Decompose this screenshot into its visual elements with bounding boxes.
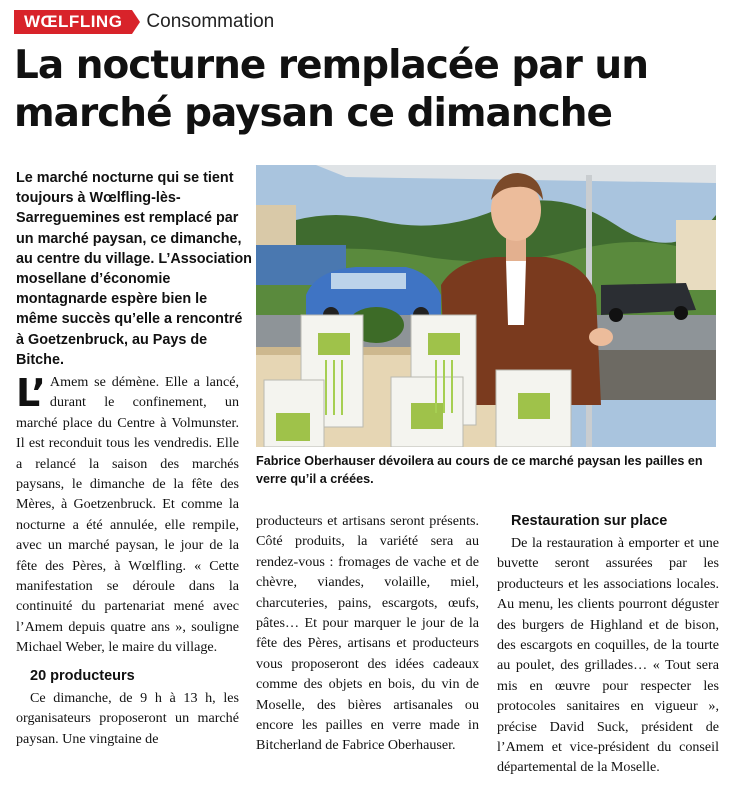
paragraph-1-text: Amem se démène. Elle a lancé, durant le confinement, un marché place du Centre à Volmunster. Il est reconduit tous les vendredis. Elle a relancé la saison des marchés paysans, le dimanche de la fête des Mères, à Goetzenbruck. Et comme la nocturne a été annulée, elle rempile, avec un marché paysan, le jour de la fête des Pères, à Wœlfling. « Cette manifestation se déroule dans la continuité du partenariat mené avec l’Amem depuis quatre ans », souligne Michael Weber, le maire du village.: [16, 374, 239, 656]
tag-arrow-icon: [132, 10, 140, 34]
paragraph-3: De la restauration à emporter et une buvette seront assurées par les producteurs et les associations locales. Au menu, les clients pourront déguster des burgers de Highland et de bison, des escargots en coquilles, de la tourte au poulet, des grillades… « Tout sera mis en œuvre pour respecter les protocoles sanitaires en vigueur », précise David Suck, président de l’Amem et vice-président du conseil départemental de la Moselle.: [497, 535, 719, 776]
headline: La nocturne remplacée par un marché paysan ce dimanche: [14, 43, 648, 136]
paragraph-2-start: Ce dimanche, de 9 h à 13 h, les organisateurs proposeront un marché paysan. Une vingtaine de: [16, 689, 239, 747]
drop-cap: L’: [16, 371, 46, 415]
article-column-2: [256, 511, 479, 756]
paragraph-1: [16, 372, 239, 658]
section-label: Consommation: [146, 11, 275, 32]
subheading-restauration: Restauration sur place: [511, 513, 668, 529]
photo-caption: Fabrice Oberhauser dévoilera au cours de ce marché paysan les pailles en verre qu’il a créées.: [256, 454, 703, 486]
photo-illustration: [256, 165, 716, 447]
location-tag: WŒLFLING: [14, 10, 132, 34]
article-column-3: [497, 511, 719, 778]
lead-paragraph: Le marché nocturne qui se tient toujours à Wœlfling-lès-Sarreguemines est remplacé par un marché paysan, ce dimanche, au centre du village. L’Association mosellane d’économie montagnarde espère bien le même succès qu’elle a rencontré à Goetzenbruck, au Pays de Bitche.: [16, 170, 252, 368]
subheading-producers: 20 producteurs: [30, 667, 135, 684]
paragraph-2-end: producteurs et artisans seront présents. Côté produits, la variété sera au rendez-vous : fromages de vache et de chèvre, viandes, volaille, miel, charcuteries, pains, escargots, œufs, pâtes… Et pour marquer le jour de la fête des Pères, artisans et producteurs vous proposeront des idées cadeaux comme des objets en bois, du vin de Moselle, des bières artisanales ou encore les pailles en verre made in Bitcherland de Fabrice Oberhauser.: [256, 513, 479, 754]
article-photo: [256, 165, 716, 447]
article-header: [14, 10, 274, 34]
article-column-1: [16, 372, 239, 749]
